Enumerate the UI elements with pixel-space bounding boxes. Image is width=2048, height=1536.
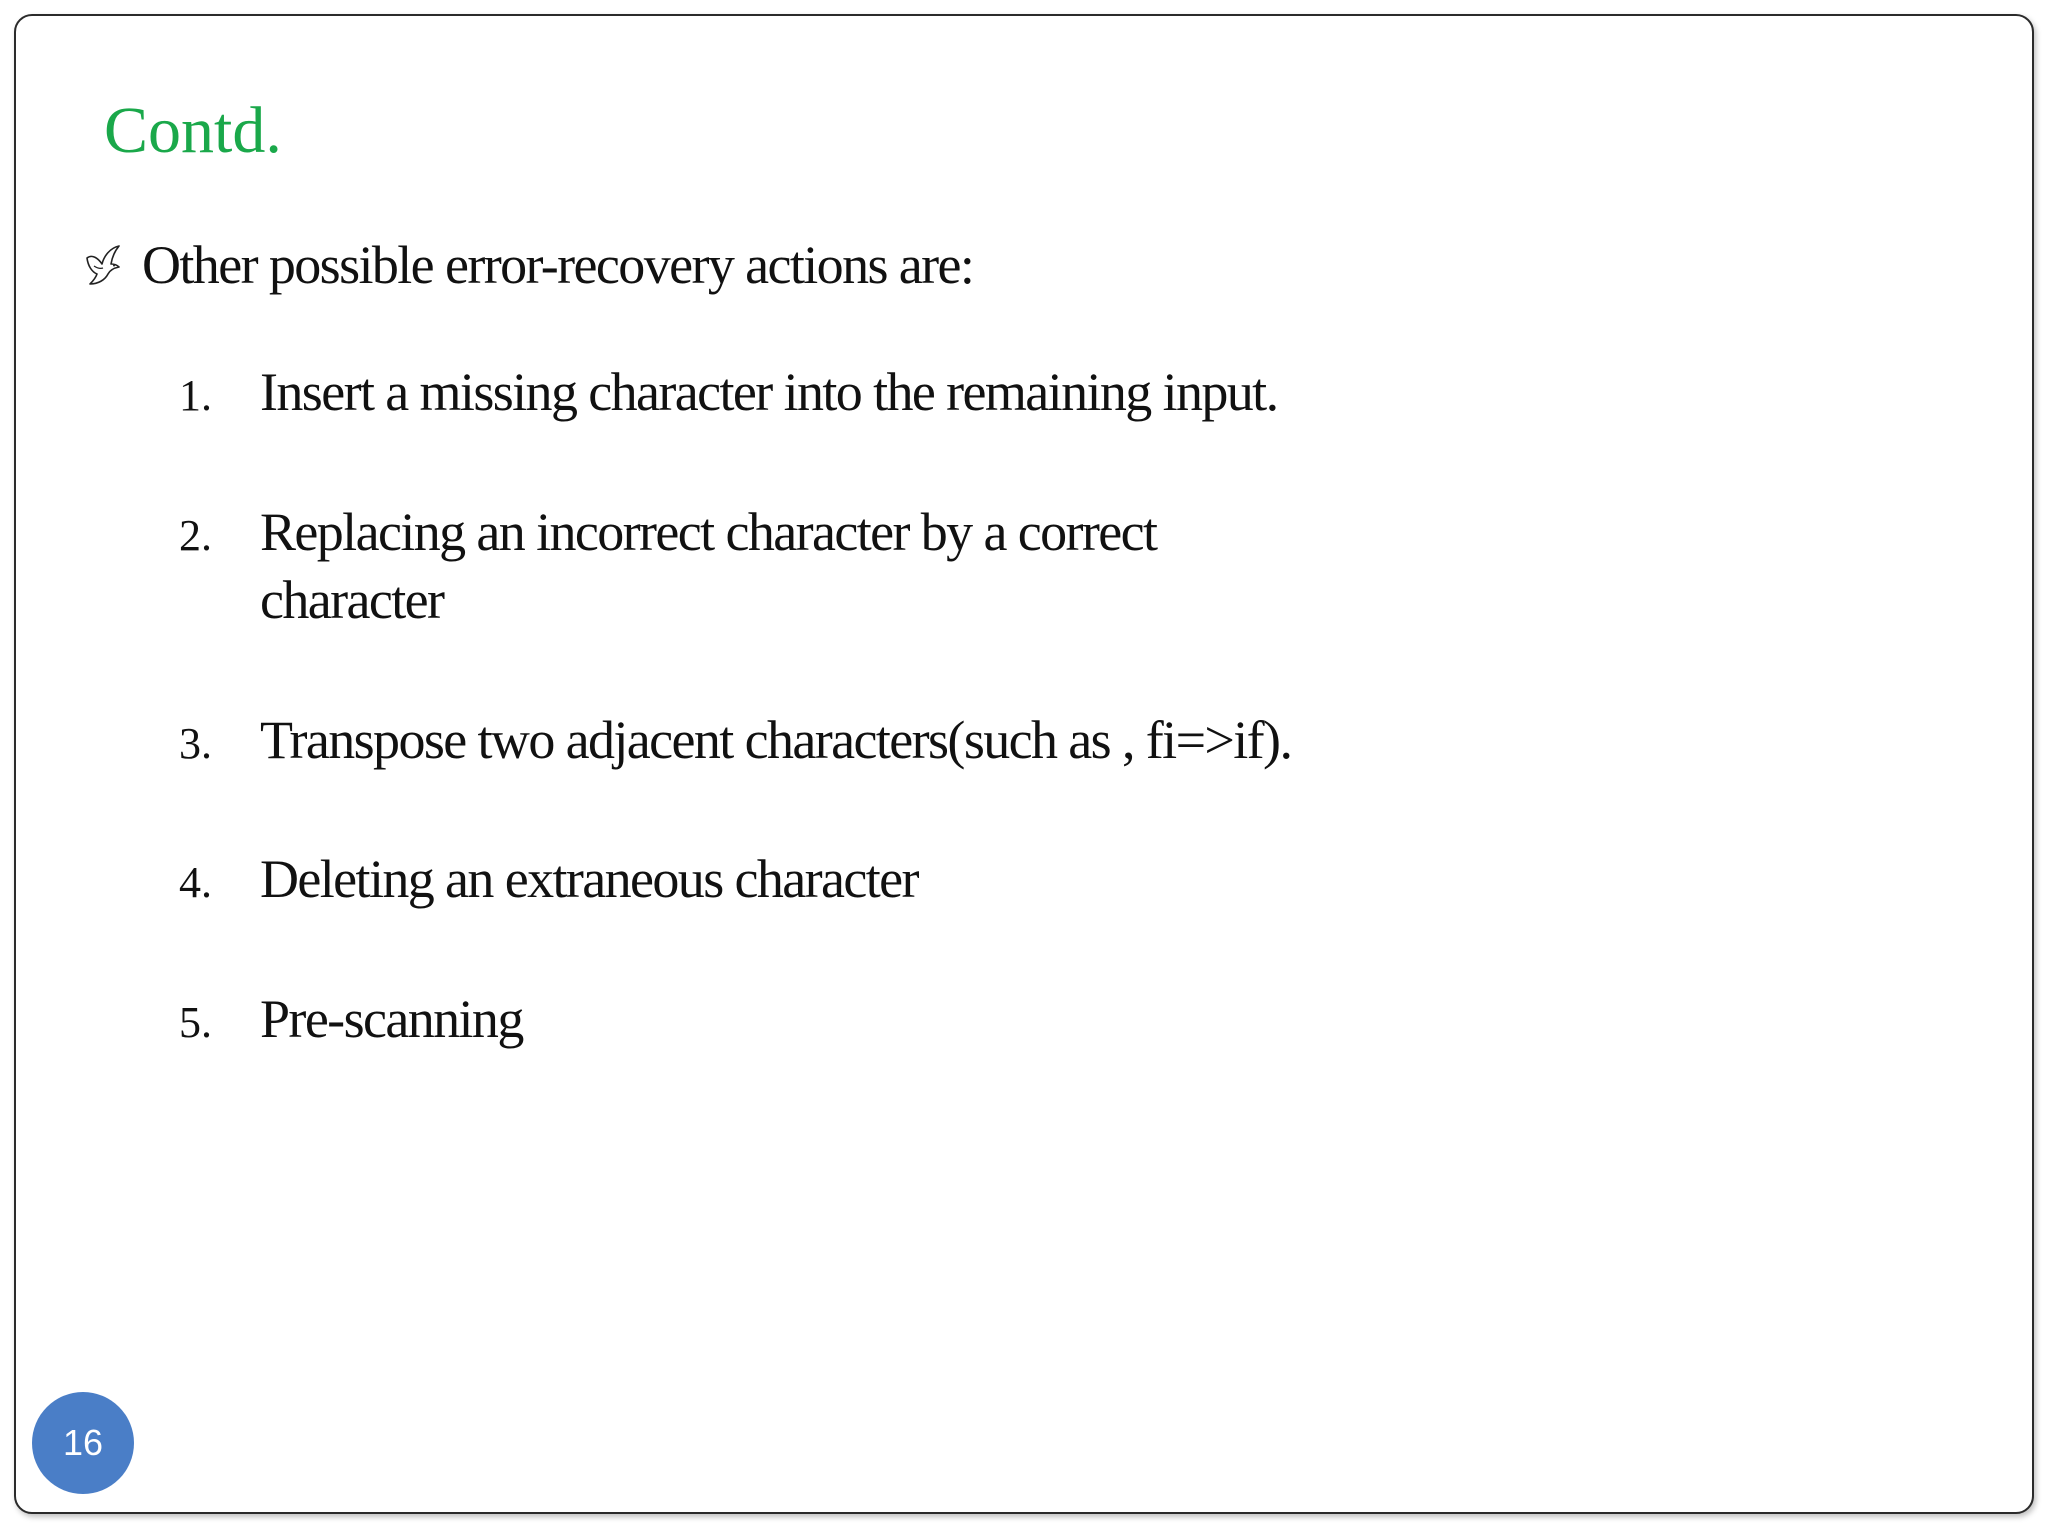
item-text: Insert a missing character into the remaining input. (260, 362, 1278, 422)
item-number: 5. (179, 998, 212, 1047)
item-number: 4. (179, 858, 212, 907)
list-item (179, 845, 918, 913)
slide (14, 14, 2034, 1514)
item-text: Transpose two adjacent characters(such as , fi=>if). (260, 710, 1292, 770)
list-item (179, 985, 523, 1053)
item-text: Pre-scanning (260, 989, 523, 1049)
page-number-badge: 16 (32, 1392, 134, 1494)
item-number: 3. (179, 719, 212, 768)
bullet-point (84, 234, 973, 296)
item-number: 1. (179, 371, 212, 420)
dove-icon (84, 244, 122, 286)
list-item (179, 706, 1291, 774)
slide-title: Contd. (104, 94, 282, 167)
list-item (179, 358, 1277, 426)
item-text: Replacing an incorrect character by a correct character (260, 502, 1157, 630)
item-text: Deleting an extraneous character (260, 849, 918, 909)
item-number: 2. (179, 511, 212, 560)
list-item (179, 498, 1240, 634)
bullet-text: Other possible error-recovery actions are: (142, 235, 974, 295)
